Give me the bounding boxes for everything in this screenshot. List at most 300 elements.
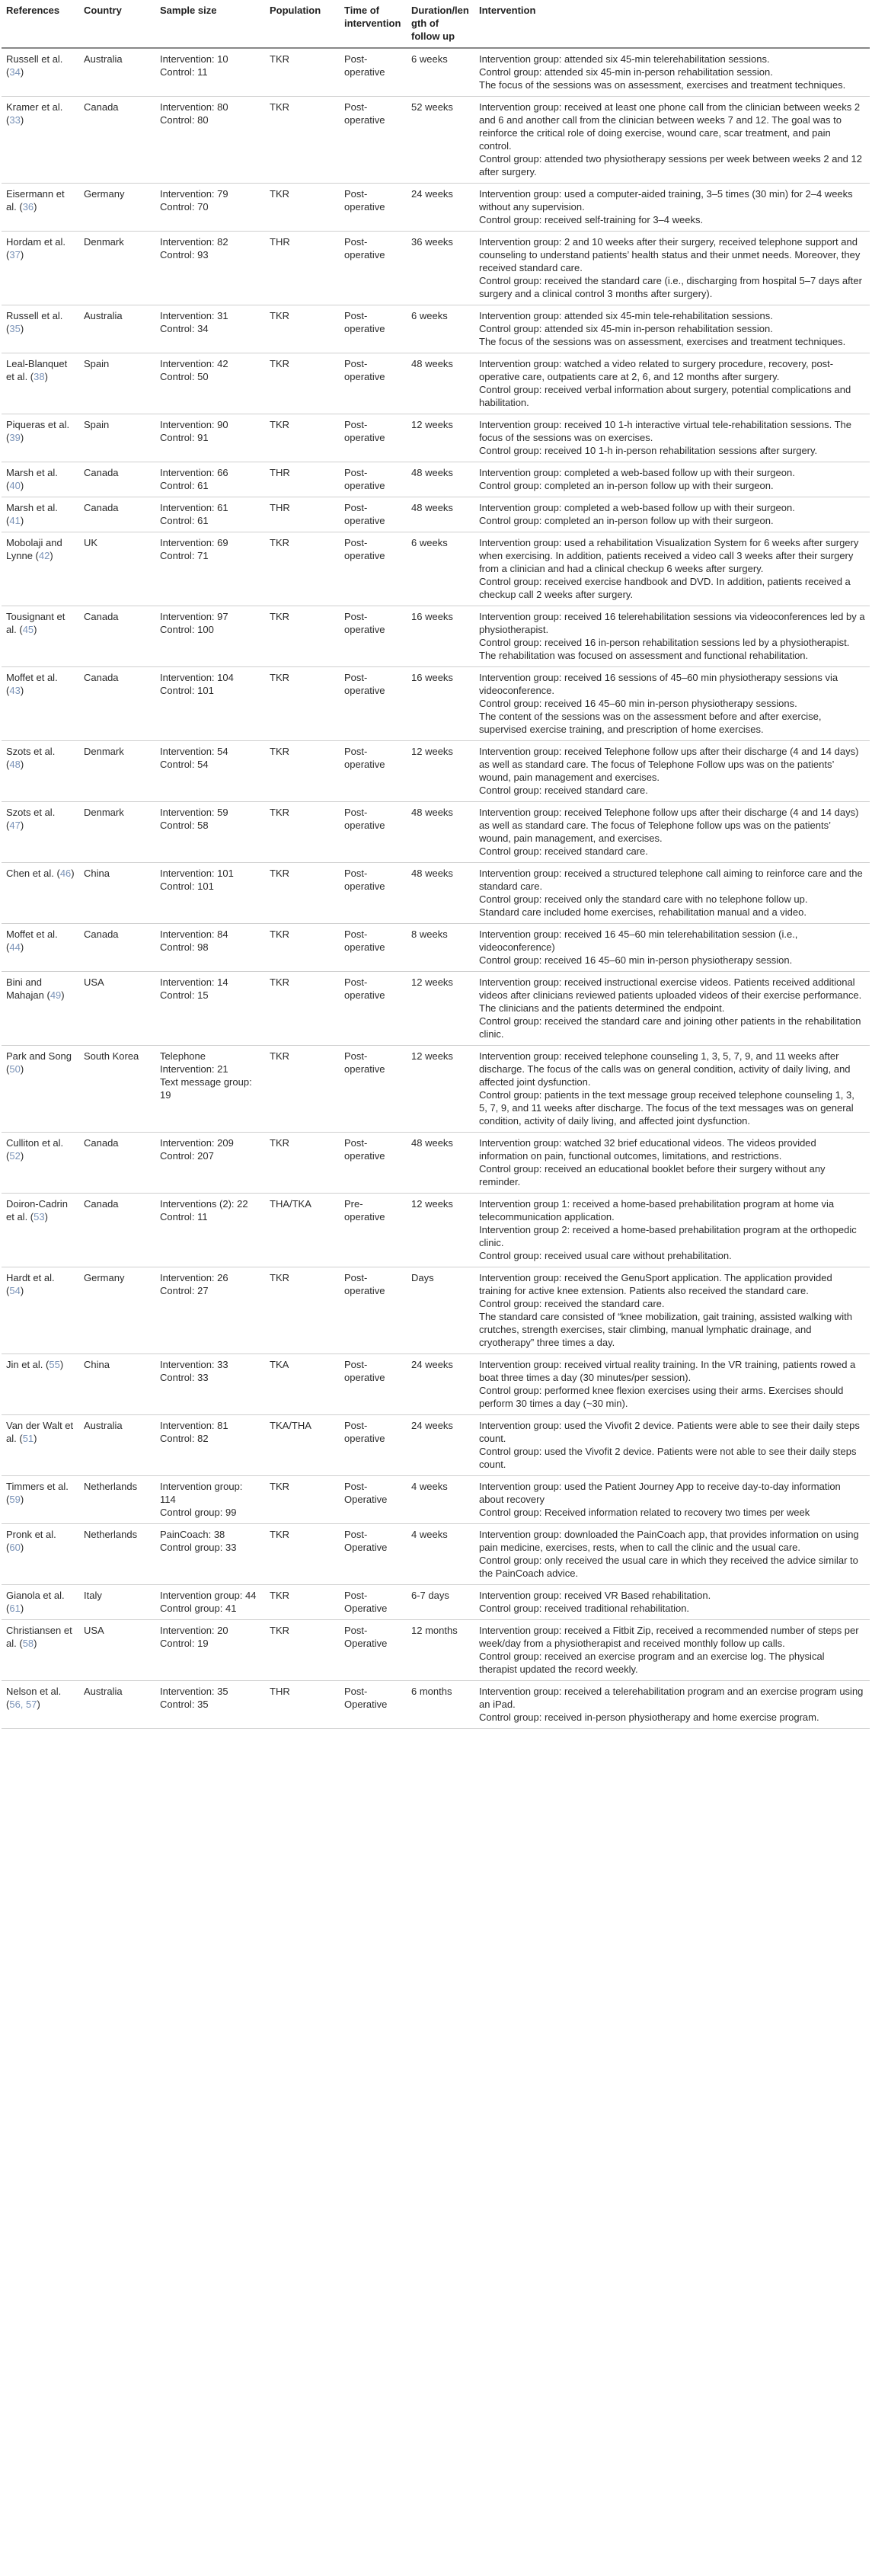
reference-number: 36 [22, 201, 34, 213]
sample-size-line: Control: 11 [160, 66, 208, 78]
intervention-cell [474, 532, 870, 606]
reference-cell: Mobolaji and Lynne (42) [2, 532, 79, 606]
sample-size-cell [155, 353, 265, 414]
duration-cell: 12 weeks [407, 414, 474, 462]
table-row [2, 1585, 870, 1620]
reference-cell: Marsh et al. (41) [2, 497, 79, 532]
sample-size-line: Intervention group: 44 [160, 1590, 257, 1601]
reference-cell: Hardt et al. (54) [2, 1267, 79, 1354]
reference-name: Marsh et al. [6, 467, 58, 478]
table-row [2, 1415, 870, 1476]
time-of-intervention-cell: Post-operative [340, 802, 407, 863]
sample-size-line: Intervention: 90 [160, 419, 228, 430]
reference-number: 47 [9, 820, 21, 831]
sample-size-line: Control: 93 [160, 249, 209, 260]
sample-size-cell [155, 1476, 265, 1524]
time-of-intervention-cell: Post-Operative [340, 1620, 407, 1681]
intervention-paragraph: Control group: used the Vivofit 2 device. Patients were not able to see their daily steps count. [479, 1446, 857, 1470]
population-cell: TKR [265, 972, 340, 1046]
time-of-intervention-cell: Post-operative [340, 1415, 407, 1476]
intervention-paragraph: Control group: received the standard care. [479, 1298, 665, 1309]
sample-size-line: Control: 98 [160, 941, 209, 953]
sample-size-line: Text message group: 19 [160, 1076, 252, 1101]
column-header: Time of intervention [340, 0, 407, 48]
table-row [2, 1046, 870, 1133]
sample-size-line: Control group: 99 [160, 1507, 237, 1518]
intervention-paragraph: Control group: attended six 45-min in-person rehabilitation session. [479, 66, 773, 78]
intervention-cell [474, 1476, 870, 1524]
population-cell: TKR [265, 532, 340, 606]
reference-number: 55 [49, 1359, 60, 1370]
intervention-cell [474, 972, 870, 1046]
header-row [2, 0, 870, 48]
population-cell: TKA [265, 1354, 340, 1415]
intervention-paragraph: Intervention group: used the Vivofit 2 device. Patients were able to see their daily steps count. [479, 1420, 860, 1444]
sample-size-cell [155, 1415, 265, 1476]
reference-number: 58 [22, 1638, 34, 1649]
duration-cell: 12 weeks [407, 741, 474, 802]
reference-name: Nelson et al. [6, 1686, 62, 1697]
reference-number: 52 [9, 1150, 21, 1162]
reference-number: 61 [9, 1603, 21, 1614]
sample-size-cell [155, 1585, 265, 1620]
intervention-cell [474, 414, 870, 462]
column-header: Intervention [474, 0, 870, 48]
time-of-intervention-cell: Post-Operative [340, 1681, 407, 1729]
duration-cell: 48 weeks [407, 353, 474, 414]
country-cell: Denmark [79, 232, 155, 305]
reference-name: Russell et al. [6, 53, 63, 65]
sample-size-cell [155, 972, 265, 1046]
intervention-paragraph: Control group: only received the usual care in which they received the advice similar to the PainCoach advice. [479, 1555, 858, 1579]
sample-size-line: Intervention: 79 [160, 188, 228, 200]
reference-number: 33 [9, 114, 21, 126]
intervention-paragraph: Intervention group: used a computer-aided training, 3–5 times (30 min) for 2–4 weeks without any supervision. [479, 188, 853, 213]
sample-size-line: Control: 101 [160, 685, 214, 696]
time-of-intervention-cell: Post-operative [340, 497, 407, 532]
reference-name: Kramer et al. [6, 101, 63, 113]
table-row [2, 1620, 870, 1681]
intervention-paragraph: Control group: received only the standard care with no telephone follow up. [479, 893, 808, 905]
sample-size-cell [155, 1524, 265, 1585]
intervention-paragraph: Intervention group: received at least one phone call from the clinician between weeks 2 and 6 and another call from the clinician between weeks 7 and 12. The goal was to reinforce the critical role of doing exercise, wound care, scar treatment, and pain control. [479, 101, 861, 152]
table-row [2, 1354, 870, 1415]
reference-number: 46 [59, 868, 72, 879]
time-of-intervention-cell: Post-operative [340, 305, 407, 353]
sample-size-line: Control: 15 [160, 989, 209, 1001]
reference-number: 50 [9, 1063, 21, 1075]
duration-cell: 24 weeks [407, 184, 474, 232]
table-row [2, 1681, 870, 1729]
reference-cell: Eisermann et al. (36) [2, 184, 79, 232]
intervention-cell [474, 1415, 870, 1476]
intervention-paragraph: Control group: received 16 45–60 min in-person physiotherapy session. [479, 954, 793, 966]
sample-size-line: Intervention: 69 [160, 537, 228, 548]
intervention-cell [474, 48, 870, 97]
reference-name: Culliton et al. [6, 1137, 64, 1149]
table-header [2, 0, 870, 48]
sample-size-cell [155, 606, 265, 667]
reference-name: Jin et al. [6, 1359, 43, 1370]
sample-size-line: Control: 61 [160, 515, 209, 526]
table-row [2, 462, 870, 497]
duration-cell: 36 weeks [407, 232, 474, 305]
population-cell: THA/TKA [265, 1194, 340, 1267]
intervention-paragraph: Control group: received the standard care (i.e., discharging from hospital 5–7 days after surgery and a clinical control 3 months after surgery). [479, 275, 862, 299]
duration-cell: 16 weeks [407, 606, 474, 667]
population-cell: THR [265, 1681, 340, 1729]
duration-cell: 8 weeks [407, 924, 474, 972]
sample-size-line: Control: 91 [160, 432, 209, 443]
time-of-intervention-cell: Post-operative [340, 232, 407, 305]
population-cell: TKR [265, 97, 340, 184]
sample-size-line: Intervention: 33 [160, 1359, 228, 1370]
duration-cell: 12 months [407, 1620, 474, 1681]
sample-size-cell [155, 802, 265, 863]
reference-name: Hardt et al. [6, 1272, 55, 1283]
intervention-paragraph: Intervention group: received instructional exercise videos. Patients received additional videos after clinicians reviewed patients uploaded videos of their exercise performance. The clinicians and the patients determined the endpoint. [479, 976, 862, 1014]
country-cell: Netherlands [79, 1476, 155, 1524]
reference-cell: Christiansen et al. (58) [2, 1620, 79, 1681]
intervention-paragraph: Intervention group: downloaded the PainCoach app, that provides information on using pain medicine, exercises, rests, when to call the clinic and the usual care. [479, 1529, 859, 1553]
sample-size-line: Control group: 33 [160, 1542, 237, 1553]
duration-cell: 6 months [407, 1681, 474, 1729]
intervention-paragraph: Intervention group: received a Fitbit Zip, received a recommended number of steps per week/day from a physiotherapist and received monthly follow up calls. [479, 1625, 859, 1649]
sample-size-line: Control: 101 [160, 881, 214, 892]
intervention-paragraph: The focus of the sessions was on assessment, exercises and treatment techniques. [479, 336, 846, 347]
intervention-paragraph: Control group: received an educational booklet before their surgery without any reminder. [479, 1163, 826, 1187]
intervention-paragraph: Intervention group: received 16 sessions of 45–60 min physiotherapy sessions via videoconference. [479, 672, 838, 696]
sample-size-line: Control: 70 [160, 201, 209, 213]
sample-size-line: Control: 100 [160, 624, 214, 635]
intervention-cell [474, 1585, 870, 1620]
population-cell: TKR [265, 1133, 340, 1194]
table-row [2, 606, 870, 667]
duration-cell: 48 weeks [407, 802, 474, 863]
time-of-intervention-cell: Post-operative [340, 1354, 407, 1415]
intervention-cell [474, 1046, 870, 1133]
table-row [2, 97, 870, 184]
country-cell: Denmark [79, 741, 155, 802]
sample-size-line: Control: 71 [160, 550, 209, 561]
sample-size-line: Control: 35 [160, 1699, 209, 1710]
intervention-paragraph: Control group: received self-training for 3–4 weeks. [479, 214, 704, 225]
intervention-paragraph: The rehabilitation was focused on assessment and functional rehabilitation. [479, 650, 809, 661]
sample-size-cell [155, 232, 265, 305]
reference-name: Szots et al. [6, 746, 56, 757]
duration-cell: 52 weeks [407, 97, 474, 184]
intervention-paragraph: Control group: received usual care without prehabilitation. [479, 1250, 732, 1261]
reference-name: Gianola et al. [6, 1590, 65, 1601]
intervention-paragraph: Intervention group: received a structured telephone call aiming to reinforce care and the standard care. [479, 868, 863, 892]
intervention-paragraph: Control group: received an exercise program and an exercise log. The physical therapist updated the record weekly. [479, 1651, 825, 1675]
reference-number: 44 [9, 941, 21, 953]
reference-name: Bini and Mahajan [6, 976, 44, 1001]
population-cell: THR [265, 462, 340, 497]
intervention-paragraph: Intervention group 1: received a home-based prehabilitation program at home via telecommunication application. [479, 1198, 835, 1222]
intervention-cell [474, 305, 870, 353]
sample-size-line: Intervention: 31 [160, 310, 228, 321]
sample-size-line: Intervention: 20 [160, 1625, 228, 1636]
column-header: Duration/length of follow up [407, 0, 474, 48]
table-row [2, 232, 870, 305]
sample-size-line: Intervention: 104 [160, 672, 234, 683]
intervention-paragraph: Intervention group: received 16 telerehabilitation sessions via videoconferences led by a physiotherapist. [479, 611, 865, 635]
reference-name: Eisermann et al. [6, 188, 65, 213]
country-cell: USA [79, 1620, 155, 1681]
population-cell: TKR [265, 1267, 340, 1354]
sample-size-cell [155, 667, 265, 741]
sample-size-line: Control: 27 [160, 1285, 209, 1296]
sample-size-cell [155, 305, 265, 353]
sample-size-cell [155, 1620, 265, 1681]
reference-number: 37 [9, 249, 21, 260]
intervention-cell [474, 741, 870, 802]
country-cell: Australia [79, 1681, 155, 1729]
sample-size-line: Intervention: 42 [160, 358, 228, 369]
country-cell: Canada [79, 606, 155, 667]
sample-size-line: Control: 207 [160, 1150, 214, 1162]
country-cell: Australia [79, 1415, 155, 1476]
intervention-paragraph: Intervention group: received 16 45–60 min telerehabilitation session (i.e., videoconference) [479, 928, 798, 953]
intervention-paragraph: Control group: received 16 in-person rehabilitation sessions led by a physiotherapist. [479, 637, 850, 648]
intervention-cell [474, 462, 870, 497]
intervention-paragraph: Intervention group 2: received a home-based prehabilitation program at the orthopedic clinic. [479, 1224, 857, 1248]
sample-size-cell [155, 97, 265, 184]
duration-cell: 48 weeks [407, 863, 474, 924]
reference-name: Szots et al. [6, 807, 56, 818]
column-header: References [2, 0, 79, 48]
reference-name: Van der Walt et al. [6, 1420, 74, 1444]
population-cell: TKR [265, 1585, 340, 1620]
country-cell: Canada [79, 1133, 155, 1194]
intervention-paragraph: Control group: received 16 45–60 min in-person physiotherapy sessions. [479, 698, 797, 709]
sample-size-line: Intervention: 84 [160, 928, 228, 940]
intervention-paragraph: Intervention group: completed a web-based follow up with their surgeon. [479, 467, 795, 478]
population-cell: TKR [265, 1620, 340, 1681]
intervention-cell [474, 1354, 870, 1415]
sample-size-cell [155, 1267, 265, 1354]
reference-cell: Piqueras et al. (39) [2, 414, 79, 462]
reference-number: 39 [9, 432, 21, 443]
intervention-paragraph: Control group: completed an in-person follow up with their surgeon. [479, 480, 774, 491]
reference-cell: Moffet et al. (44) [2, 924, 79, 972]
sample-size-line: Intervention: 66 [160, 467, 228, 478]
population-cell: TKR [265, 863, 340, 924]
table-row [2, 924, 870, 972]
reference-number: 40 [9, 480, 21, 491]
reference-number: 49 [50, 989, 62, 1001]
column-header: Population [265, 0, 340, 48]
duration-cell: 4 weeks [407, 1476, 474, 1524]
reference-cell: Doiron-Cadrin et al. (53) [2, 1194, 79, 1267]
time-of-intervention-cell: Post-operative [340, 1046, 407, 1133]
intervention-paragraph: Control group: Received information related to recovery two times per week [479, 1507, 810, 1518]
duration-cell: 12 weeks [407, 1194, 474, 1267]
reference-cell: Jin et al. (55) [2, 1354, 79, 1415]
sample-size-line: Intervention: 82 [160, 236, 228, 248]
sample-size-line: Control: 11 [160, 1211, 208, 1222]
population-cell: TKA/THA [265, 1415, 340, 1476]
duration-cell: 48 weeks [407, 497, 474, 532]
intervention-paragraph: Intervention group: 2 and 10 weeks after their surgery, received telephone support and counseling to understand patients’ health status and their unmet needs. Moreover, they received standard care. [479, 236, 861, 273]
table-row [2, 353, 870, 414]
column-header: Country [79, 0, 155, 48]
sample-size-line: Control: 54 [160, 759, 209, 770]
reference-number: 42 [38, 550, 50, 561]
population-cell: TKR [265, 48, 340, 97]
reference-name: Hordam et al. [6, 236, 66, 248]
sample-size-cell [155, 497, 265, 532]
population-cell: TKR [265, 606, 340, 667]
time-of-intervention-cell: Post-operative [340, 741, 407, 802]
time-of-intervention-cell: Post-Operative [340, 1476, 407, 1524]
reference-cell: Russell et al. (35) [2, 305, 79, 353]
intervention-paragraph: Control group: received the standard care and joining other patients in the rehabilitation clinic. [479, 1015, 861, 1040]
sample-size-line: Intervention: 97 [160, 611, 228, 622]
reference-number: 51 [22, 1433, 34, 1444]
table-row [2, 1476, 870, 1524]
reference-cell: Leal-Blanquet et al. (38) [2, 353, 79, 414]
intervention-paragraph: Intervention group: received a telerehabilitation program and an exercise program using an iPad. [479, 1686, 864, 1710]
time-of-intervention-cell: Post-operative [340, 532, 407, 606]
time-of-intervention-cell: Post-operative [340, 414, 407, 462]
table-row [2, 667, 870, 741]
intervention-paragraph: Intervention group: used a rehabilitation Visualization System for 6 weeks after surgery when exercising. In addition, patients received a video call 3 weeks after their surgery from a clinician and had a clinical checkup 6 weeks after surgery. [479, 537, 859, 574]
reference-name: Moffet et al. [6, 928, 58, 940]
intervention-paragraph: Intervention group: received the GenuSport application. The application provided training for active knee extension. Patients also received the standard care. [479, 1272, 832, 1296]
sample-size-line: Control: 82 [160, 1433, 209, 1444]
sample-size-line: Control: 33 [160, 1372, 209, 1383]
reference-name: Leal-Blanquet et al. [6, 358, 68, 382]
reference-cell: Marsh et al. (40) [2, 462, 79, 497]
population-cell: THR [265, 232, 340, 305]
country-cell: Canada [79, 667, 155, 741]
intervention-cell [474, 606, 870, 667]
sample-size-line: Intervention group: 114 [160, 1481, 243, 1505]
intervention-paragraph: Intervention group: received telephone counseling 1, 3, 5, 7, 9, and 11 weeks after discharge. The focus of the calls was on general condition, activity of daily living, and affected joint dysfunction. [479, 1050, 851, 1088]
sample-size-line: PainCoach: 38 [160, 1529, 225, 1540]
intervention-paragraph: Intervention group: received VR Based rehabilitation. [479, 1590, 711, 1601]
duration-cell: Days [407, 1267, 474, 1354]
intervention-cell [474, 232, 870, 305]
reference-cell: Bini and Mahajan (49) [2, 972, 79, 1046]
country-cell: Canada [79, 924, 155, 972]
reference-number: 35 [9, 323, 21, 334]
population-cell: TKR [265, 1476, 340, 1524]
time-of-intervention-cell: Post-Operative [340, 1524, 407, 1585]
intervention-paragraph: Control group: received 10 1-h in-person rehabilitation sessions after surgery. [479, 445, 818, 456]
intervention-paragraph: Intervention group: received virtual reality training. In the VR training, patients rowed a boat three times a day (30 minutes/per session). [479, 1359, 856, 1383]
table-row [2, 1524, 870, 1585]
intervention-cell [474, 1267, 870, 1354]
table-row [2, 414, 870, 462]
duration-cell: 24 weeks [407, 1415, 474, 1476]
reference-name: Mobolaji and Lynne [6, 537, 62, 561]
time-of-intervention-cell: Post-operative [340, 462, 407, 497]
country-cell: Italy [79, 1585, 155, 1620]
country-cell: China [79, 863, 155, 924]
sample-size-line: Intervention: 101 [160, 868, 234, 879]
reference-number: 54 [9, 1285, 21, 1296]
country-cell: Australia [79, 305, 155, 353]
intervention-cell [474, 802, 870, 863]
intervention-cell [474, 924, 870, 972]
reference-number: 34 [9, 66, 21, 78]
population-cell: TKR [265, 802, 340, 863]
intervention-paragraph: Standard care included home exercises, rehabilitation manual and a video. [479, 906, 807, 918]
intervention-paragraph: The standard care consisted of “knee mobilization, gait training, assisted walking with crutches, strength exercises, stair climbing, manual lymphatic drainage, and cryotherapy” three times a day. [479, 1311, 852, 1348]
population-cell: TKR [265, 667, 340, 741]
duration-cell: 6 weeks [407, 532, 474, 606]
reference-cell: Culliton et al. (52) [2, 1133, 79, 1194]
duration-cell: 6-7 days [407, 1585, 474, 1620]
population-cell: TKR [265, 1524, 340, 1585]
sample-size-cell [155, 1194, 265, 1267]
reference-name: Chen et al. [6, 868, 54, 879]
reference-cell: Moffet et al. (43) [2, 667, 79, 741]
intervention-cell [474, 184, 870, 232]
reference-name: Piqueras et al. [6, 419, 70, 430]
reference-cell: Timmers et al. (59) [2, 1476, 79, 1524]
reference-cell: Gianola et al. (61) [2, 1585, 79, 1620]
country-cell: Spain [79, 353, 155, 414]
sample-size-line: Intervention: 61 [160, 502, 228, 513]
intervention-paragraph: Control group: attended two physiotherapy sessions per week between weeks 2 and 12 after surgery. [479, 153, 862, 177]
intervention-cell [474, 1681, 870, 1729]
intervention-paragraph: Control group: performed knee flexion exercises using their arms. Exercises should perform 30 times a day (~30 min). [479, 1385, 844, 1409]
intervention-paragraph: Intervention group: received 10 1-h interactive virtual tele-rehabilitation sessions. The focus of the sessions was on exercises. [479, 419, 851, 443]
reference-number: 60 [9, 1542, 21, 1553]
reference-name: Tousignant et al. [6, 611, 65, 635]
sample-size-line: Control: 50 [160, 371, 209, 382]
intervention-paragraph: Intervention group: received Telephone follow ups after their discharge (4 and 14 days) as well as standard care. The focus of Telephone Follow ups was on the patients’ wound, pain management and exercises. [479, 746, 859, 783]
sample-size-cell [155, 1046, 265, 1133]
duration-cell: 12 weeks [407, 972, 474, 1046]
column-header: Sample size [155, 0, 265, 48]
country-cell: USA [79, 972, 155, 1046]
time-of-intervention-cell: Post-operative [340, 353, 407, 414]
reference-name: Russell et al. [6, 310, 63, 321]
table-body [2, 48, 870, 1729]
reference-cell: Pronk et al. (60) [2, 1524, 79, 1585]
intervention-paragraph: Control group: received standard care. [479, 845, 648, 857]
duration-cell: 16 weeks [407, 667, 474, 741]
country-cell: Germany [79, 184, 155, 232]
time-of-intervention-cell: Post-operative [340, 1267, 407, 1354]
sample-size-cell [155, 1681, 265, 1729]
table-row [2, 972, 870, 1046]
sample-size-cell [155, 863, 265, 924]
reference-cell: Tousignant et al. (45) [2, 606, 79, 667]
intervention-cell [474, 1524, 870, 1585]
sample-size-line: Intervention: 59 [160, 807, 228, 818]
intervention-paragraph: Control group: received standard care. [479, 785, 648, 796]
reference-number: 41 [9, 515, 21, 526]
country-cell: Canada [79, 97, 155, 184]
time-of-intervention-cell: Post-operative [340, 863, 407, 924]
intervention-cell [474, 667, 870, 741]
sample-size-line: Control: 58 [160, 820, 209, 831]
table-row [2, 1133, 870, 1194]
reference-name: Marsh et al. [6, 502, 58, 513]
reference-number: 43 [9, 685, 21, 696]
reference-name: Pronk et al. [6, 1529, 56, 1540]
intervention-paragraph: Intervention group: attended six 45-min tele-rehabilitation sessions. [479, 310, 773, 321]
country-cell: Canada [79, 497, 155, 532]
reference-name: Timmers et al. [6, 1481, 69, 1492]
reference-name: Doiron-Cadrin et al. [6, 1198, 68, 1222]
